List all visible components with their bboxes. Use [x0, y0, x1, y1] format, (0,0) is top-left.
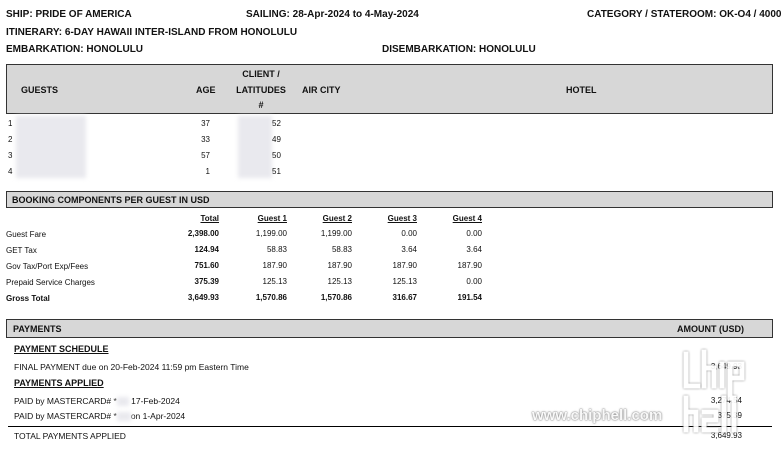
category-label: CATEGORY / STATEROOM: OK-O4 / 4000 [587, 9, 782, 20]
booking-cell: 1,570.86 [255, 293, 287, 302]
guest-row-3-age: 57 [201, 151, 210, 160]
guest-row-2-num: 2 [8, 135, 13, 144]
booking-cell: 751.60 [194, 261, 219, 270]
redacted-client-numbers [238, 116, 272, 178]
guest-row-4-client: 51 [272, 167, 281, 176]
booking-cell: 125.13 [392, 277, 417, 286]
guest-row-3-client: 50 [272, 151, 281, 160]
payment-applied-1-prefix: PAID by MASTERCARD# * [14, 396, 117, 406]
payments-amount-header: AMOUNT (USD) [677, 324, 744, 334]
total-payments-amount: 3,649.93 [710, 431, 742, 440]
booking-cell: 1,199.00 [320, 229, 352, 238]
booking-cell: 124.94 [194, 245, 219, 254]
booking-cell: 3.64 [466, 245, 482, 254]
col-hotel: HOTEL [566, 85, 597, 95]
booking-cell: 187.90 [457, 261, 482, 270]
booking-row-label: Gov Tax/Port Exp/Fees [6, 262, 89, 271]
redacted-guest-names [16, 116, 86, 178]
booking-cell: 0.00 [466, 229, 482, 238]
guest-row-2-client: 49 [272, 135, 281, 144]
booking-table [6, 210, 506, 310]
guests-rows [6, 116, 306, 180]
booking-cell: 1,199.00 [255, 229, 287, 238]
total-divider [8, 426, 772, 427]
col-client-line2: LATITUDES [236, 85, 286, 95]
ship-label: SHIP: PRIDE OF AMERICA [6, 9, 132, 20]
booking-cell: 58.83 [266, 245, 287, 254]
booking-col-total: Total [200, 214, 219, 223]
booking-cell: 375.39 [194, 277, 219, 286]
guest-row-1-client: 52 [272, 119, 281, 128]
booking-cell: 187.90 [262, 261, 287, 270]
guest-row-2-age: 33 [201, 135, 210, 144]
booking-cell: 3.64 [401, 245, 417, 254]
booking-col-guest4: Guest 4 [452, 214, 482, 223]
itinerary-label: ITINERARY: 6-DAY HAWAII INTER-ISLAND FROM HONOLULU [6, 27, 298, 38]
final-payment-text: FINAL PAYMENT due on 20-Feb-2024 11:59 pm Eastern Time [14, 362, 249, 372]
payment-applied-1 [14, 396, 180, 406]
booking-col-guest3: Guest 3 [387, 214, 417, 223]
booking-row-label: Prepaid Service Charges [6, 278, 95, 287]
payments-header [6, 319, 773, 338]
booking-row-label: Gross Total [6, 294, 50, 303]
guest-row-1-age: 37 [201, 119, 210, 128]
watermark-site: www.chiphell.com [532, 407, 663, 424]
booking-header [6, 191, 773, 208]
booking-title: BOOKING COMPONENTS PER GUEST IN USD [12, 195, 210, 205]
watermark-logo [676, 346, 756, 436]
payment-applied-2-prefix: PAID by MASTERCARD# * [14, 411, 117, 421]
payment-applied-1-amount: 3,274.54 [710, 396, 742, 405]
booking-cell: 1,570.86 [320, 293, 352, 302]
booking-cell: 187.90 [327, 261, 352, 270]
redacted-card-2 [117, 412, 131, 421]
disembarkation-label: DISEMBARKATION: HONOLULU [382, 44, 536, 55]
col-air-city: AIR CITY [302, 85, 341, 95]
col-client-line3: # [258, 100, 264, 110]
guest-row-4-num: 4 [8, 167, 13, 176]
booking-cell: 2,398.00 [187, 229, 219, 238]
total-payments-label: TOTAL PAYMENTS APPLIED [14, 431, 126, 441]
booking-cell: 125.13 [262, 277, 287, 286]
booking-cell: 191.54 [457, 293, 482, 302]
booking-cell: 187.90 [392, 261, 417, 270]
booking-row-label: Guest Fare [6, 230, 47, 239]
embarkation-label: EMBARKATION: HONOLULU [6, 44, 144, 55]
col-client-line1: CLIENT / [242, 69, 280, 79]
booking-cell: 58.83 [331, 245, 352, 254]
booking-cell: 0.00 [466, 277, 482, 286]
col-age: AGE [196, 85, 216, 95]
payments-title: PAYMENTS [13, 324, 62, 334]
payment-applied-2-date: on 1-Apr-2024 [130, 411, 186, 421]
booking-row-label: GET Tax [6, 246, 37, 255]
booking-col-guest1: Guest 1 [257, 214, 287, 223]
booking-cell: 3,649.93 [187, 293, 219, 302]
col-guests: GUESTS [21, 85, 59, 95]
guests-table-header [6, 64, 773, 114]
booking-col-guest2: Guest 2 [322, 214, 352, 223]
booking-cell: 125.13 [327, 277, 352, 286]
payment-applied-2 [14, 411, 185, 421]
booking-cell: 316.67 [392, 293, 417, 302]
guest-row-3-num: 3 [8, 151, 13, 160]
chiphell-logo-icon [676, 346, 756, 436]
final-payment-amount: 3,649.93 [710, 362, 742, 371]
payment-applied-1-date: 17-Feb-2024 [128, 396, 180, 406]
guest-row-4-age: 1 [205, 167, 210, 176]
booking-cell: 0.00 [401, 229, 417, 238]
payment-schedule-title: PAYMENT SCHEDULE [14, 344, 109, 354]
payment-applied-2-amount: 375.39 [717, 411, 742, 420]
redacted-card-1 [117, 397, 129, 406]
guest-row-1-num: 1 [8, 119, 13, 128]
payments-applied-title: PAYMENTS APPLIED [14, 378, 104, 388]
sailing-label: SAILING: 28-Apr-2024 to 4-May-2024 [246, 9, 419, 20]
